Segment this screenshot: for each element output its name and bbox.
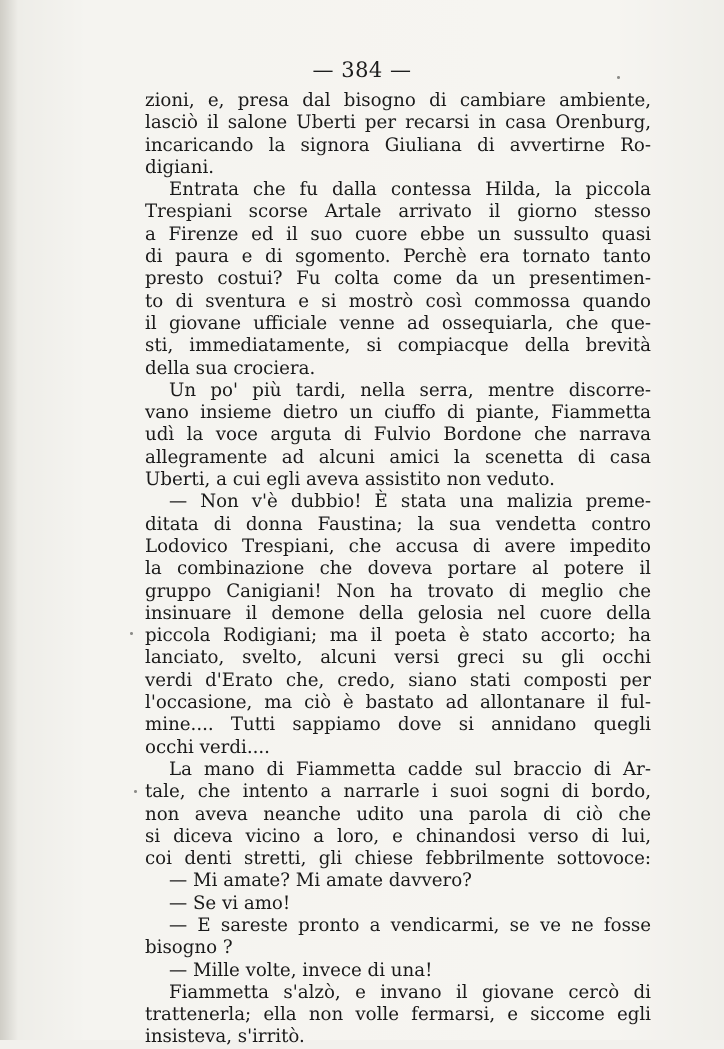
body-text <box>145 90 651 1049</box>
speck-mark <box>617 76 620 79</box>
text-line: si diceva vicino a loro, e chinandosi verso di lui, <box>145 825 651 847</box>
text-line: Lodovico Trespiani, che accusa di avere impedito <box>145 535 651 557</box>
text-line: sti, immediatamente, si compiacque della brevità <box>145 335 651 357</box>
text-line: incaricando la signora Giuliana di avvertirne Ro- <box>145 134 651 156</box>
text-line: udì la voce arguta di Fulvio Bordone che narrava <box>145 424 651 446</box>
text-line: a Firenze ed il suo cuore ebbe un sussulto quasi <box>145 223 651 245</box>
text-line: — E sareste pronto a vendicarmi, se ve ne fosse <box>169 914 651 936</box>
text-line: non aveva neanche udito una parola di ciò che <box>145 803 651 825</box>
text-line: Entrata che fu dalla contessa Hilda, la piccola <box>169 179 651 201</box>
text-line: zioni, e, presa dal bisogno di cambiare ambiente, <box>145 90 651 111</box>
text-line: bisogno ? <box>145 937 233 959</box>
text-line: lanciato, svelto, alcuni versi greci su gli occhi <box>145 647 651 669</box>
text-line: coi denti stretti, gli chiese febbrilmente sottovoce: <box>145 848 651 870</box>
text-line: ditata di donna Faustina; la sua vendetta contro <box>145 513 651 535</box>
text-line: Trespiani scorse Artale arrivato il giorno stesso <box>145 201 651 223</box>
text-line: to di sventura e si mostrò così commossa quando <box>145 290 651 312</box>
text-line: piccola Rodigiani; ma il poeta è stato accorto; ha <box>145 625 651 647</box>
speck-mark <box>130 632 133 635</box>
text-line: gruppo Canigiani! Non ha trovato di meglio che <box>145 580 651 602</box>
binding-gutter <box>0 0 18 1040</box>
text-line: lasciò il salone Uberti per recarsi in casa Orenburg, <box>145 112 651 134</box>
text-line: l'occasione, ma ciò è bastato ad allontanare il ful- <box>145 692 651 714</box>
text-line: occhi verdi.... <box>145 736 270 758</box>
text-line: della sua crociera. <box>145 357 316 379</box>
text-line: vano insieme dietro un ciuffo di piante, Fiammetta <box>145 402 651 424</box>
page-number: — 384 — <box>312 58 412 82</box>
text-line: digiani. <box>145 156 215 178</box>
text-line: allegramente ad alcuni amici la scenetta di casa <box>145 446 651 468</box>
speck-mark <box>134 790 137 793</box>
text-line: insisteva, s'irritò. <box>145 1026 305 1048</box>
text-line: la combinazione che doveva portare al potere il <box>145 558 651 580</box>
text-line: il giovane ufficiale venne ad ossequiarla, che que- <box>145 312 651 334</box>
text-line: — Mi amate? Mi amate davvero? <box>169 870 472 892</box>
text-line: Un po' più tardi, nella serra, mentre discorre- <box>169 379 651 401</box>
text-line: — Mille volte, invece di una! <box>169 959 433 981</box>
text-line: insinuare il demone della gelosia nel cuore della <box>145 602 651 624</box>
text-line: trattenerla; ella non volle fermarsi, e siccome egli <box>145 1004 651 1026</box>
text-line: La mano di Fiammetta cadde sul braccio di Ar- <box>169 758 651 780</box>
text-line: mine.... Tutti sappiamo dove si annidano quegli <box>145 714 651 736</box>
text-line: — Non v'è dubbio! È stata una malizia preme- <box>169 491 651 513</box>
text-line: Uberti, a cui egli aveva assistito non veduto. <box>145 469 555 491</box>
text-line: tale, che intento a narrarle i suoi sogni di bordo, <box>145 781 651 803</box>
text-line: verdi d'Erato che, credo, siano stati composti per <box>145 669 651 691</box>
text-line: di paura e di sgomento. Perchè era tornato tanto <box>145 246 651 268</box>
text-line: — Se vi amo! <box>169 892 291 914</box>
text-line: Fiammetta s'alzò, e invano il giovane cercò di <box>169 981 651 1003</box>
text-line: presto costui? Fu colta come da un presentimen- <box>145 268 651 290</box>
